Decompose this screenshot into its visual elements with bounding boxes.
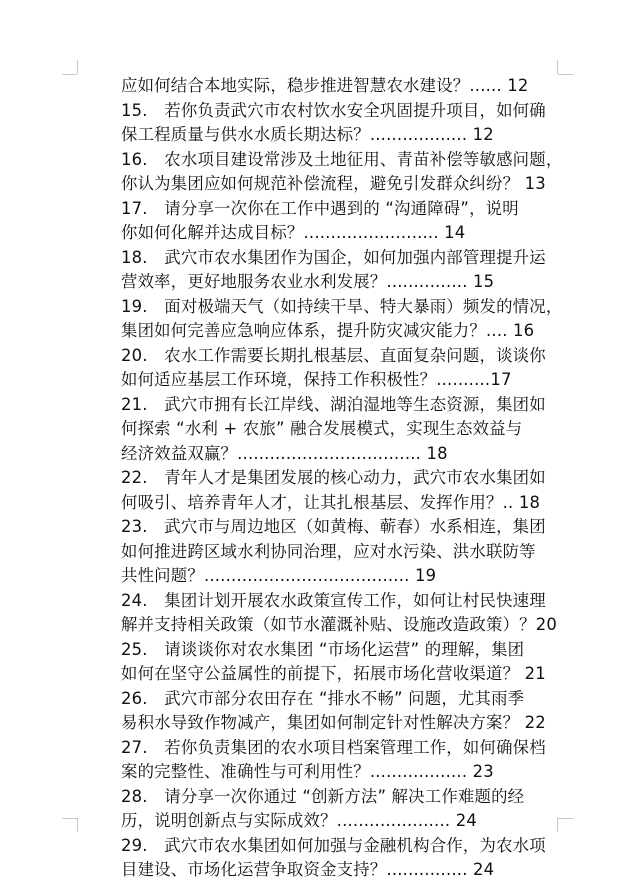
toc-line[interactable]: 你认为集团应如何规范补偿流程，避免引发群众纠纷？ 13	[121, 174, 546, 193]
toc-line[interactable]: 经济效益双赢？.................................. 18	[121, 443, 448, 463]
toc-line[interactable]: 19. 面对极端天气（如持续干旱、特大暴雨）频发的情况，	[121, 296, 563, 316]
toc-line[interactable]: 23. 武穴市与周边地区（如黄梅、蕲春）水系相连，集团	[121, 517, 546, 536]
toc-line[interactable]: 营效率，更好地服务农业水利发展？............... 15	[121, 272, 495, 291]
crop-mark-bottom-left-horizontal	[62, 818, 77, 819]
toc-line[interactable]: 案的完整性、准确性与可利用性？.................. 23	[121, 762, 494, 781]
toc-line[interactable]: 26. 武穴市部分农田存在 “排水不畅” 问题，尤其雨季	[121, 688, 525, 708]
toc-line[interactable]: 应如何结合本地实际，稳步推进智慧农水建设？...... 12	[121, 76, 529, 95]
toc-line[interactable]: 25. 请谈谈你对农水集团 “市场化运营” 的理解，集团	[121, 639, 525, 659]
crop-mark-bottom-left-vertical	[77, 818, 78, 832]
crop-mark-top-left-horizontal	[62, 74, 77, 75]
toc-line[interactable]: 何探索 “水利 + 农旅” 融合发展模式，实现生态效益与	[121, 419, 523, 438]
toc-line[interactable]: 集团如何完善应急响应体系，提升防灾减灾能力？.... 16	[121, 321, 535, 340]
toc-line[interactable]: 保工程质量与供水水质长期达标？.................. 12	[121, 125, 494, 144]
toc-line[interactable]: 如何适应基层工作环境，保持工作积极性？..........17	[121, 370, 512, 389]
crop-mark-top-left-vertical	[77, 60, 78, 74]
toc-line[interactable]: 17. 请分享一次你在工作中遇到的 “沟通障碍”，说明	[121, 198, 519, 218]
toc-line[interactable]: 18. 武穴市农水集团作为国企，如何加强内部管理提升运	[121, 247, 546, 267]
toc-line[interactable]: 目建设、市场化运营争取资金支持？............... 24	[121, 860, 495, 879]
toc-line[interactable]: 15. 若你负责武穴市农村饮水安全巩固提升项目，如何确	[121, 100, 546, 120]
crop-mark-top-right-vertical	[557, 60, 558, 74]
toc-line[interactable]: 20. 农水工作需要长期扎根基层、直面复杂问题，谈谈你	[121, 345, 546, 365]
toc-line[interactable]: 21. 武穴市拥有长江岸线、湖泊湿地等生态资源，集团如	[121, 394, 546, 414]
toc-line[interactable]: 24. 集团计划开展农水政策宣传工作，如何让村民快速理	[121, 590, 546, 610]
toc-line[interactable]: 共性问题？...................................... 19	[121, 566, 437, 585]
toc-line[interactable]: 如何在坚守公益属性的前提下，拓展市场化营收渠道？ 21	[121, 664, 546, 683]
toc-line[interactable]: 你如何化解并达成目标？......................... 14	[121, 223, 466, 242]
toc-line[interactable]: 历，说明创新点与实际成效？..................... 24	[121, 811, 477, 830]
toc-line[interactable]: 28. 请分享一次你通过 “创新方法” 解决工作难题的经	[121, 786, 525, 806]
toc-line[interactable]: 何吸引、培养青年人才，让其扎根基层、发挥作用？.. 18	[121, 492, 541, 512]
toc-line[interactable]: 易积水导致作物减产，集团如何制定针对性解决方案？ 22	[121, 713, 546, 732]
toc-line[interactable]: 29. 武穴市农水集团如何加强与金融机构合作，为农水项	[121, 835, 546, 855]
toc-line[interactable]: 22. 青年人才是集团发展的核心动力，武穴市农水集团如	[121, 468, 546, 487]
toc-line[interactable]: 27. 若你负责集团的农水项目档案管理工作，如何确保档	[121, 737, 546, 757]
toc-line[interactable]: 16. 农水项目建设常涉及土地征用、青苗补偿等敏感问题，	[121, 149, 563, 169]
toc-line[interactable]: 如何推进跨区域水利协同治理，应对水污染、洪水联防等	[121, 541, 536, 561]
toc-line[interactable]: 解并支持相关政策（如节水灌溉补贴、设施改造政策）？20	[121, 615, 558, 634]
table-of-contents	[121, 74, 563, 883]
